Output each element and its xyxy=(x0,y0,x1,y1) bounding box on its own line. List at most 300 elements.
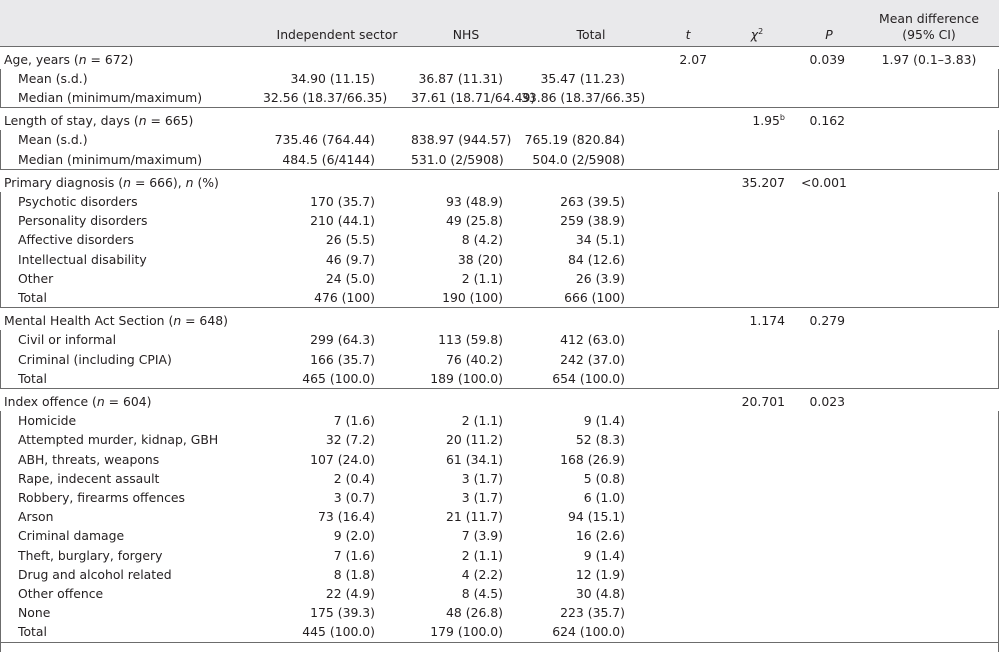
row-independent: 34.90 (11.15) xyxy=(290,70,375,86)
row-independent: 26 (5.5) xyxy=(325,232,375,248)
stat-p: 0.162 xyxy=(809,113,845,129)
row-label: Drug and alcohol related xyxy=(18,566,172,582)
table-group xyxy=(0,169,999,307)
row-nhs: 48 (26.8) xyxy=(446,605,503,621)
row-nhs: 36.87 (11.31) xyxy=(418,70,503,86)
cell-total xyxy=(521,169,661,192)
row-nhs: 49 (25.8) xyxy=(446,213,503,229)
row-total: 35.47 (11.23) xyxy=(540,70,625,86)
row-nhs: 21 (11.7) xyxy=(446,509,503,525)
row-empty-stat xyxy=(799,450,859,469)
row-total: 259 (38.9) xyxy=(560,213,625,229)
row-empty-stat xyxy=(799,250,859,269)
cell-nhs xyxy=(411,108,521,131)
row-empty-stat xyxy=(661,88,715,108)
row-label: Psychotic disorders xyxy=(18,193,138,209)
row-empty-stat xyxy=(799,130,859,149)
row-independent: 46 (9.7) xyxy=(325,251,375,267)
group-title-row xyxy=(0,108,999,131)
group-title-row xyxy=(0,308,999,331)
row-nhs: 3 (1.7) xyxy=(461,489,503,505)
row-empty-stat xyxy=(859,450,999,469)
row-empty-stat xyxy=(859,430,999,449)
group-title-text: Length of stay, days ( xyxy=(4,113,139,129)
row-label: ABH, threats, weapons xyxy=(18,451,160,467)
row-total: 9 (1.4) xyxy=(583,413,625,429)
stat-chi xyxy=(715,388,799,411)
row-empty-stat xyxy=(661,69,715,88)
header-independent: Independent sector xyxy=(276,26,398,42)
row-total: 666 (100) xyxy=(564,289,625,305)
row-empty-stat xyxy=(859,584,999,603)
group-title xyxy=(0,108,263,131)
row-empty-stat xyxy=(661,411,715,430)
table-row xyxy=(0,488,999,507)
row-nhs: 8 (4.5) xyxy=(461,585,503,601)
stat-t xyxy=(661,169,715,192)
row-empty-stat xyxy=(859,603,999,622)
cell-nhs xyxy=(411,46,521,69)
row-empty-stat xyxy=(799,469,859,488)
table-row xyxy=(0,192,999,211)
stat-chi-value: 1.174 xyxy=(749,313,785,329)
row-total: 33.86 (18.37/66.35) xyxy=(521,89,646,105)
row-total: 9 (1.4) xyxy=(583,547,625,563)
row-empty-stat xyxy=(799,192,859,211)
row-nhs: 7 (3.9) xyxy=(461,528,503,544)
row-empty-stat xyxy=(661,369,715,389)
row-empty-stat xyxy=(715,288,799,308)
row-empty-stat xyxy=(799,526,859,545)
stat-p: 0.039 xyxy=(809,51,845,67)
group-title xyxy=(0,308,263,331)
row-nhs: 38 (20) xyxy=(457,251,503,267)
row-empty-stat xyxy=(715,69,799,88)
row-empty-stat xyxy=(661,469,715,488)
cell-nhs xyxy=(411,169,521,192)
row-independent: 476 (100) xyxy=(314,289,375,305)
row-empty-stat xyxy=(715,584,799,603)
table-row xyxy=(0,369,999,389)
cell-total xyxy=(521,388,661,411)
row-empty-stat xyxy=(661,584,715,603)
group-title-row xyxy=(0,46,999,69)
row-label: Civil or informal xyxy=(18,332,117,348)
header-t: t xyxy=(685,26,691,42)
row-total: 168 (26.9) xyxy=(560,451,625,467)
row-nhs: 61 (34.1) xyxy=(446,451,503,467)
row-empty-stat xyxy=(661,230,715,249)
cell-independent xyxy=(263,46,411,69)
row-total: 5 (0.8) xyxy=(583,470,625,486)
group-title-text: Index offence ( xyxy=(4,393,97,409)
row-empty-stat xyxy=(859,411,999,430)
row-total: 624 (100.0) xyxy=(552,624,625,640)
table-group xyxy=(0,108,999,170)
row-empty-stat xyxy=(799,430,859,449)
row-empty-stat xyxy=(859,507,999,526)
stat-p: <0.001 xyxy=(801,174,847,190)
row-empty-stat xyxy=(661,350,715,369)
row-empty-stat xyxy=(859,369,999,389)
table-row xyxy=(0,130,999,149)
row-empty-stat xyxy=(799,269,859,288)
row-empty-stat xyxy=(715,230,799,249)
row-empty-stat xyxy=(715,469,799,488)
row-nhs: 531.0 (2/5908) xyxy=(411,151,504,167)
row-empty-stat xyxy=(661,192,715,211)
table-row xyxy=(0,69,999,88)
row-independent: 445 (100.0) xyxy=(302,624,375,640)
row-independent: 7 (1.6) xyxy=(333,413,375,429)
row-total: 26 (3.9) xyxy=(575,270,625,286)
row-nhs: 2 (1.1) xyxy=(461,547,503,563)
row-empty-stat xyxy=(799,88,859,108)
row-total: 52 (8.3) xyxy=(575,432,625,448)
row-label: Arson xyxy=(18,509,54,525)
row-label: Total xyxy=(18,624,47,640)
row-empty-stat xyxy=(859,488,999,507)
row-empty-stat xyxy=(859,526,999,545)
group-title xyxy=(0,388,263,411)
header-nhs: NHS xyxy=(452,26,480,42)
group-title-count: = 666), xyxy=(131,174,186,190)
row-label: Criminal (including CPIA) xyxy=(18,351,172,367)
row-empty-stat xyxy=(661,269,715,288)
row-empty-stat xyxy=(799,622,859,642)
row-empty-stat xyxy=(715,350,799,369)
row-independent: 32.56 (18.37/66.35) xyxy=(263,89,388,105)
stat-t xyxy=(661,108,715,131)
table-row xyxy=(0,350,999,369)
cell-independent xyxy=(263,388,411,411)
row-empty-stat xyxy=(661,488,715,507)
cell-independent xyxy=(263,108,411,131)
row-empty-stat xyxy=(715,269,799,288)
row-label: None xyxy=(18,605,51,621)
row-total: 223 (35.7) xyxy=(560,605,625,621)
table-row xyxy=(0,450,999,469)
row-empty-stat xyxy=(715,565,799,584)
table-group xyxy=(0,388,999,642)
row-empty-stat xyxy=(859,88,999,108)
stat-t: 2.07 xyxy=(679,51,707,67)
row-empty-stat xyxy=(661,150,715,170)
row-nhs: 190 (100) xyxy=(442,289,503,305)
table-row xyxy=(0,622,999,642)
group-title-n: n xyxy=(123,174,132,190)
row-empty-stat xyxy=(661,546,715,565)
row-label: Homicide xyxy=(18,413,77,429)
stat-mean-difference: 1.97 (0.1–3.83) xyxy=(881,51,977,67)
row-empty-stat xyxy=(661,450,715,469)
stat-chi-sup: b xyxy=(779,112,785,122)
table-row xyxy=(0,230,999,249)
row-empty-stat xyxy=(799,369,859,389)
row-independent: 175 (39.3) xyxy=(310,605,375,621)
group-title-row xyxy=(0,388,999,411)
stat-chi-value: 35.207 xyxy=(741,174,785,190)
row-empty-stat xyxy=(661,507,715,526)
row-nhs: 93 (48.9) xyxy=(446,193,503,209)
group-title-n: n xyxy=(78,51,87,67)
row-total: 16 (2.6) xyxy=(575,528,625,544)
row-empty-stat xyxy=(859,269,999,288)
group-title-n-pct: n xyxy=(185,174,194,190)
table-row xyxy=(0,469,999,488)
row-empty-stat xyxy=(859,469,999,488)
row-nhs: 8 (4.2) xyxy=(461,232,503,248)
group-title-text: Mental Health Act Section ( xyxy=(4,313,174,329)
header-p: P xyxy=(825,26,833,42)
row-empty-stat xyxy=(661,211,715,230)
table-row xyxy=(0,546,999,565)
header-empty xyxy=(0,0,263,46)
stat-chi xyxy=(715,46,799,69)
stat-t xyxy=(661,388,715,411)
row-empty-stat xyxy=(715,430,799,449)
row-label: Median (minimum/maximum) xyxy=(18,151,203,167)
row-total: 30 (4.8) xyxy=(575,585,625,601)
row-total: 6 (1.0) xyxy=(583,489,625,505)
group-title-count: = 672) xyxy=(86,51,134,67)
group-title-text: Primary diagnosis ( xyxy=(4,174,124,190)
row-independent: 465 (100.0) xyxy=(302,370,375,386)
table-row xyxy=(0,150,999,170)
row-empty-stat xyxy=(661,330,715,349)
stat-chi-value: 20.701 xyxy=(741,393,785,409)
row-empty-stat xyxy=(859,565,999,584)
row-empty-stat xyxy=(799,230,859,249)
header-total: Total xyxy=(576,26,606,42)
row-nhs: 2 (1.1) xyxy=(461,413,503,429)
row-independent: 299 (64.3) xyxy=(310,332,375,348)
row-empty-stat xyxy=(859,150,999,170)
row-empty-stat xyxy=(715,603,799,622)
row-empty-stat xyxy=(661,250,715,269)
table-row xyxy=(0,330,999,349)
row-independent: 8 (1.8) xyxy=(333,566,375,582)
row-total: 242 (37.0) xyxy=(560,351,625,367)
row-empty-stat xyxy=(799,211,859,230)
row-label: Other offence xyxy=(18,585,104,601)
table-row xyxy=(0,250,999,269)
row-total: 34 (5.1) xyxy=(575,232,625,248)
row-label: Mean (s.d.) xyxy=(18,70,88,86)
row-empty-stat xyxy=(799,69,859,88)
row-empty-stat xyxy=(715,211,799,230)
row-total: 12 (1.9) xyxy=(575,566,625,582)
row-empty-stat xyxy=(715,488,799,507)
stat-t xyxy=(661,308,715,331)
row-empty-stat xyxy=(799,488,859,507)
table-row xyxy=(0,565,999,584)
stat-chi-value: 1.95 xyxy=(752,113,780,129)
table-row xyxy=(0,526,999,545)
row-label: Attempted murder, kidnap, GBH xyxy=(18,432,219,448)
row-label: Intellectual disability xyxy=(18,251,147,267)
row-independent: 22 (4.9) xyxy=(325,585,375,601)
stat-mean-difference xyxy=(859,388,999,411)
row-empty-stat xyxy=(799,565,859,584)
table-row xyxy=(0,211,999,230)
row-independent: 32 (7.2) xyxy=(325,432,375,448)
group-title-n: n xyxy=(138,113,147,129)
row-empty-stat xyxy=(715,150,799,170)
row-total: 765.19 (820.84) xyxy=(524,132,625,148)
header-md-line1: Mean difference xyxy=(879,10,979,26)
row-label: Criminal damage xyxy=(18,528,125,544)
table-group xyxy=(0,308,999,389)
row-nhs: 179 (100.0) xyxy=(430,624,503,640)
row-label: Affective disorders xyxy=(18,232,134,248)
row-empty-stat xyxy=(715,192,799,211)
stat-p: 0.279 xyxy=(809,313,845,329)
header-chi xyxy=(715,0,799,46)
cell-total xyxy=(521,308,661,331)
cell-independent xyxy=(263,169,411,192)
group-title-n: n xyxy=(96,393,105,409)
row-empty-stat xyxy=(661,526,715,545)
row-empty-stat xyxy=(715,250,799,269)
row-empty-stat xyxy=(661,130,715,149)
row-nhs: 2 (1.1) xyxy=(461,270,503,286)
row-empty-stat xyxy=(859,622,999,642)
row-empty-stat xyxy=(859,250,999,269)
group-title-n: n xyxy=(173,313,182,329)
row-empty-stat xyxy=(715,622,799,642)
row-empty-stat xyxy=(715,130,799,149)
header-mean-difference xyxy=(859,0,999,46)
row-label: Total xyxy=(18,370,47,386)
cell-total xyxy=(521,46,661,69)
row-empty-stat xyxy=(661,288,715,308)
row-label: Personality disorders xyxy=(18,213,148,229)
row-independent: 210 (44.1) xyxy=(310,213,375,229)
header-chi-symbol: χ xyxy=(750,26,759,42)
row-empty-stat xyxy=(715,369,799,389)
row-empty-stat xyxy=(661,603,715,622)
row-label: Robbery, firearms offences xyxy=(18,489,185,505)
group-title xyxy=(0,46,263,69)
stat-mean-difference xyxy=(859,108,999,131)
table-row xyxy=(0,269,999,288)
row-empty-stat xyxy=(799,150,859,170)
row-label: Rape, indecent assault xyxy=(18,470,160,486)
group-title xyxy=(0,169,263,192)
row-total: 654 (100.0) xyxy=(552,370,625,386)
row-empty-stat xyxy=(859,330,999,349)
row-nhs: 37.61 (18.71/64.49) xyxy=(411,89,536,105)
table-row xyxy=(0,288,999,308)
row-empty-stat xyxy=(859,288,999,308)
row-empty-stat xyxy=(715,330,799,349)
header-chi-sup: 2 xyxy=(758,26,764,36)
row-empty-stat xyxy=(799,507,859,526)
row-empty-stat xyxy=(715,450,799,469)
cell-independent xyxy=(263,308,411,331)
cell-nhs xyxy=(411,388,521,411)
row-nhs: 113 (59.8) xyxy=(438,332,503,348)
group-title-row xyxy=(0,169,999,192)
row-empty-stat xyxy=(661,430,715,449)
row-empty-stat xyxy=(859,69,999,88)
row-nhs: 838.97 (944.57) xyxy=(411,132,512,148)
row-empty-stat xyxy=(859,350,999,369)
row-independent: 735.46 (764.44) xyxy=(274,132,375,148)
row-empty-stat xyxy=(799,330,859,349)
row-empty-stat xyxy=(715,546,799,565)
cell-nhs xyxy=(411,308,521,331)
table-row xyxy=(0,88,999,108)
stat-p: 0.023 xyxy=(809,393,845,409)
table-header xyxy=(0,0,999,46)
group-title-count: = 648) xyxy=(181,313,228,329)
row-label: Mean (s.d.) xyxy=(18,132,88,148)
row-total: 84 (12.6) xyxy=(568,251,625,267)
row-independent: 170 (35.7) xyxy=(310,193,375,209)
row-independent: 166 (35.7) xyxy=(310,351,375,367)
row-label: Theft, burglary, forgery xyxy=(18,547,163,563)
row-independent: 2 (0.4) xyxy=(333,470,375,486)
row-label: Median (minimum/maximum) xyxy=(18,89,203,105)
row-empty-stat xyxy=(715,88,799,108)
row-empty-stat xyxy=(799,411,859,430)
row-empty-stat xyxy=(661,565,715,584)
row-total: 412 (63.0) xyxy=(560,332,625,348)
row-independent: 7 (1.6) xyxy=(333,547,375,563)
table-row xyxy=(0,430,999,449)
row-label: Other xyxy=(18,270,54,286)
row-independent: 24 (5.0) xyxy=(325,270,375,286)
row-empty-stat xyxy=(859,230,999,249)
cell-total xyxy=(521,108,661,131)
stat-chi xyxy=(715,169,799,192)
row-independent: 484.5 (6/4144) xyxy=(282,151,375,167)
row-empty-stat xyxy=(859,192,999,211)
row-empty-stat xyxy=(661,622,715,642)
group-title-text: Age, years ( xyxy=(4,51,79,67)
row-nhs: 20 (11.2) xyxy=(446,432,503,448)
group-title-count: = 665) xyxy=(146,113,194,129)
table-row xyxy=(0,603,999,622)
table-row xyxy=(0,584,999,603)
stat-mean-difference xyxy=(859,308,999,331)
row-label: Total xyxy=(18,289,47,305)
row-empty-stat xyxy=(799,288,859,308)
row-nhs: 3 (1.7) xyxy=(461,470,503,486)
row-total: 263 (39.5) xyxy=(560,193,625,209)
header-row xyxy=(0,0,999,46)
row-empty-stat xyxy=(799,603,859,622)
row-empty-stat xyxy=(859,130,999,149)
row-nhs: 76 (40.2) xyxy=(446,351,503,367)
row-empty-stat xyxy=(715,411,799,430)
header-md-line2: (95% CI) xyxy=(902,26,956,42)
row-independent: 3 (0.7) xyxy=(333,489,375,505)
group-title-tail: (%) xyxy=(193,174,219,190)
row-empty-stat xyxy=(715,507,799,526)
row-independent: 73 (16.4) xyxy=(318,509,375,525)
table-row xyxy=(0,411,999,430)
row-empty-stat xyxy=(859,211,999,230)
row-empty-stat xyxy=(859,546,999,565)
stat-chi xyxy=(715,308,799,331)
row-empty-stat xyxy=(715,526,799,545)
row-empty-stat xyxy=(799,546,859,565)
row-nhs: 4 (2.2) xyxy=(461,566,503,582)
group-title-count: = 604) xyxy=(104,393,152,409)
